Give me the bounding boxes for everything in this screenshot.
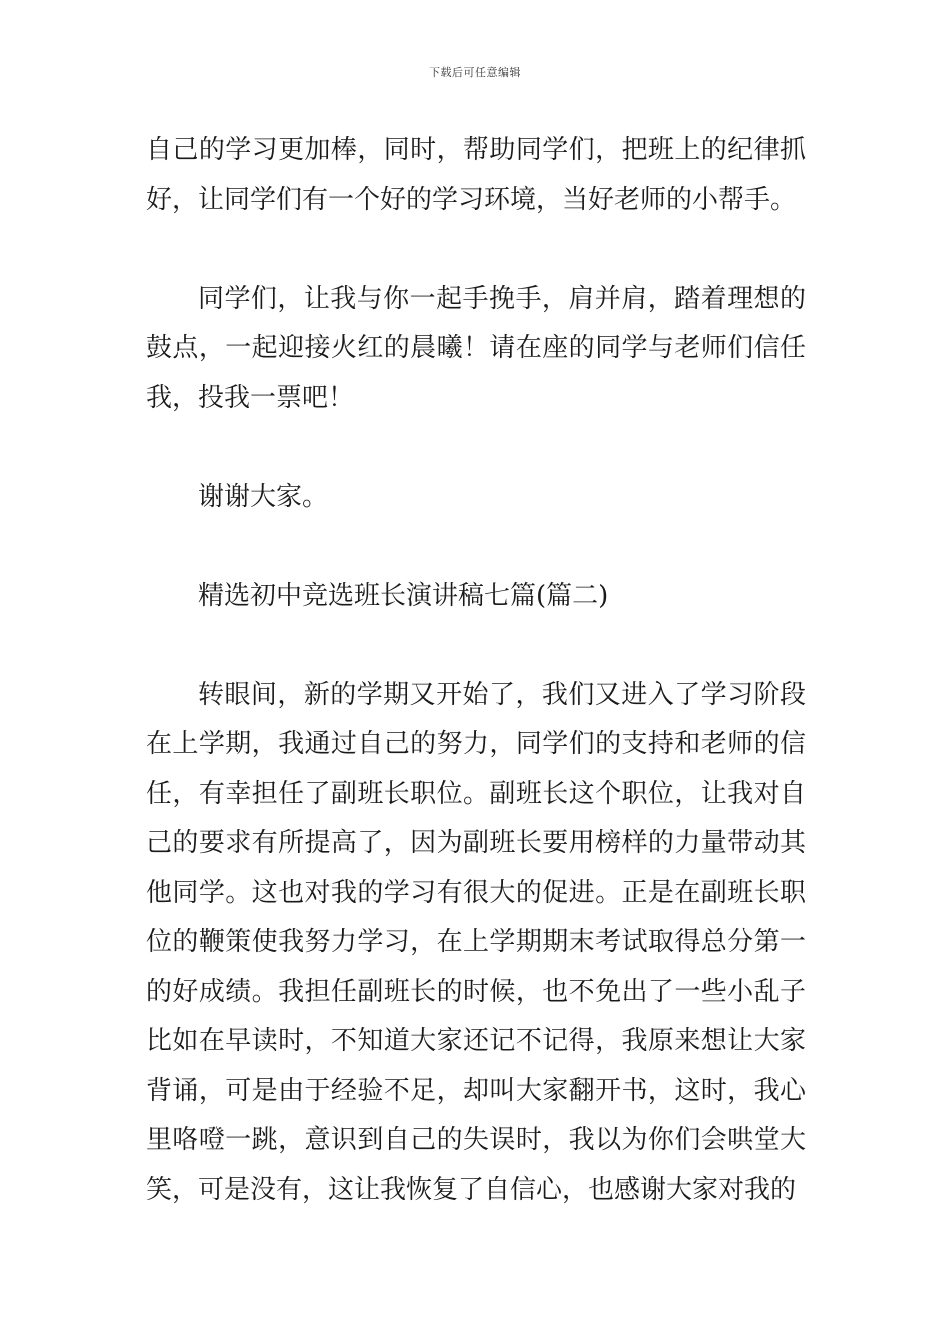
document-body [146,126,806,1215]
page-header: 下载后可任意编辑 [429,66,521,79]
paragraph-thanks: 谢谢大家。 [198,481,329,512]
paragraph-continuation: 自己的学习更加棒，同时，帮助同学们，把班上的纪律抓好，让同学们有一个好的学习环境，当好老师的小帮手。 [146,135,806,215]
paragraph-speech-two: 转眼间，新的学期又开始了，我们又进入了学习阶段在上学期，我通过自己的努力，同学们的支持和老师的信任，有幸担任了副班长职位。副班长这个职位，让我对自己的要求有所提高了，因为副班长要用榜样的力量带动其他同学。这也对我的学习有很大的促进。正是在副班长职位的鞭策使我努力学习，在上学期期末考试取得总分第一的好成绩。我担任副班长的时候，也不免出了一些小乱子比如在早读时，不知道大家还记不记得，我原来想让大家背诵，可是由于经验不足，却叫大家翻开书，这时，我心里咯噔一跳，意识到自己的失误时，我以为你们会哄堂大笑，可是没有，这让我恢复了自信心，也感谢大家对我的 [146,679,806,1205]
paragraph-gap [146,225,806,275]
paragraph-gap [146,522,806,572]
paragraph-appeal: 同学们，让我与你一起手挽手，肩并肩，踏着理想的鼓点，一起迎接火红的晨曦！请在座的同学与老师们信任我，投我一票吧！ [146,283,806,413]
paragraph-gap [146,621,806,671]
section-heading: 精选初中竞选班长演讲稿七篇(篇二) [198,580,609,611]
paragraph-gap [146,423,806,473]
